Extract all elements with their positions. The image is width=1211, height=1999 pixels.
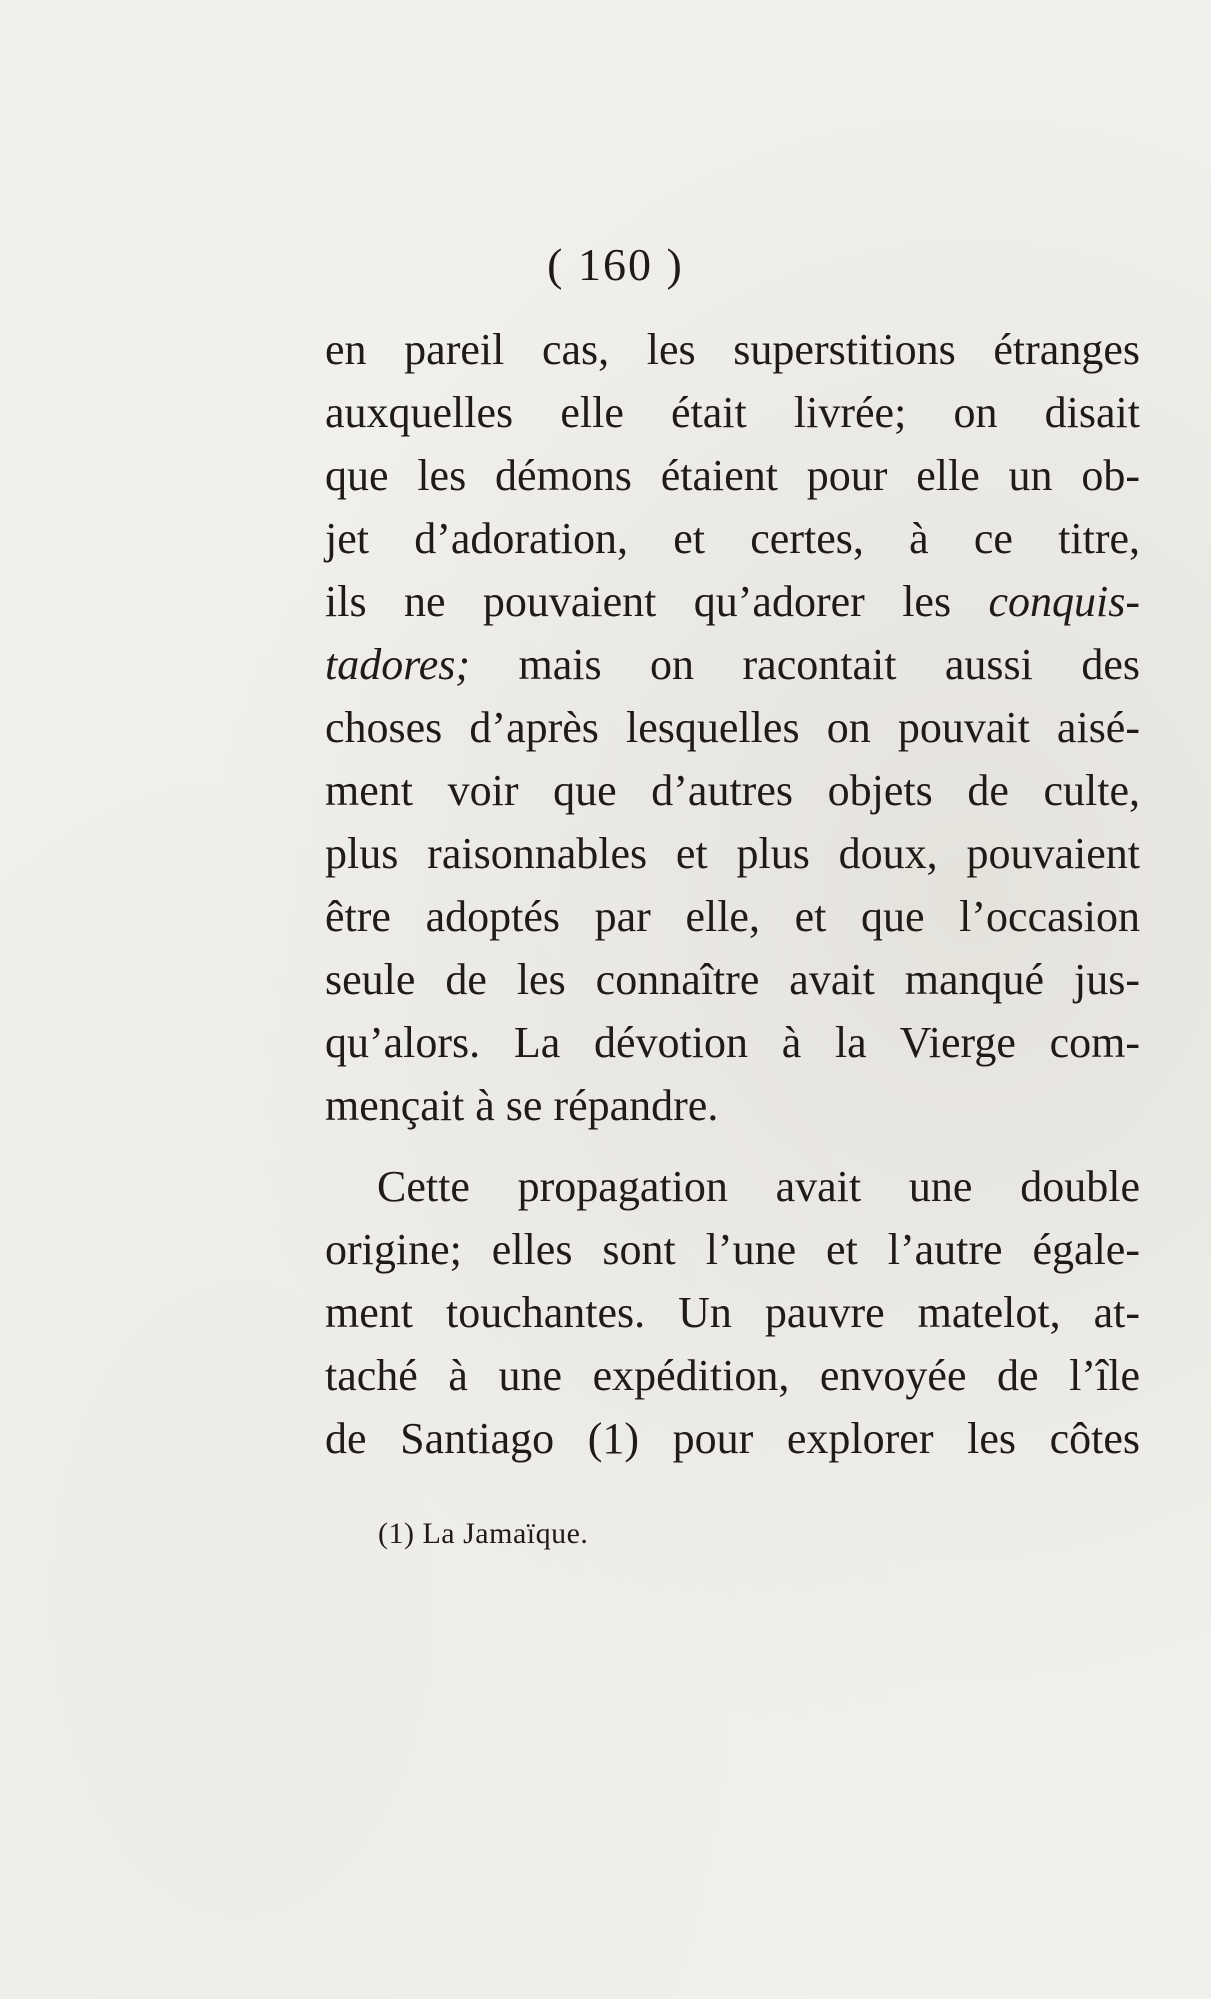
paragraph-gap [325, 1137, 1140, 1155]
text-line: de Santiago (1) pour explorer les côtes [325, 1414, 1140, 1463]
text-line: que les démons étaient pour elle un ob- [325, 451, 1140, 500]
text-line: choses d’après lesquelles on pouvait aisé- [325, 703, 1140, 752]
text-line [325, 633, 1140, 696]
text-line: taché à une expédition, envoyée de l’île [325, 1351, 1140, 1400]
body-text [325, 318, 1140, 1470]
page-number: ( 160 ) [547, 239, 684, 290]
footnote: (1) La Jamaïque. [378, 1517, 589, 1550]
text-line: être adoptés par elle, et que l’occasion [325, 892, 1140, 941]
text-line: plus raisonnables et plus doux, pouvaient [325, 829, 1140, 878]
text-line [325, 570, 1140, 633]
text-line: qu’alors. La dévotion à la Vierge com- [325, 1018, 1140, 1067]
text-line: jet d’adoration, et certes, à ce titre, [325, 514, 1140, 563]
text-line: mençait à se répandre. [325, 1081, 719, 1130]
text-fragment: ils ne pouvaient qu’adorer les [325, 577, 952, 626]
text-line: en pareil cas, les superstitions étranges [325, 325, 1140, 374]
text-line: ment touchantes. Un pauvre matelot, at- [325, 1288, 1140, 1337]
text-line: origine; elles sont l’une et l’autre égale- [325, 1225, 1140, 1274]
text-line: seule de les connaître avait manqué jus- [325, 955, 1140, 1004]
text-fragment: mais on racontait aussi des [518, 640, 1141, 689]
italic-word: conquis- [988, 577, 1140, 626]
text-line: Cette propagation avait une double [377, 1162, 1140, 1211]
italic-word: tadores; [325, 640, 471, 689]
text-line: auxquelles elle était livrée; on disait [325, 388, 1140, 437]
text-line: ment voir que d’autres objets de culte, [325, 766, 1140, 815]
